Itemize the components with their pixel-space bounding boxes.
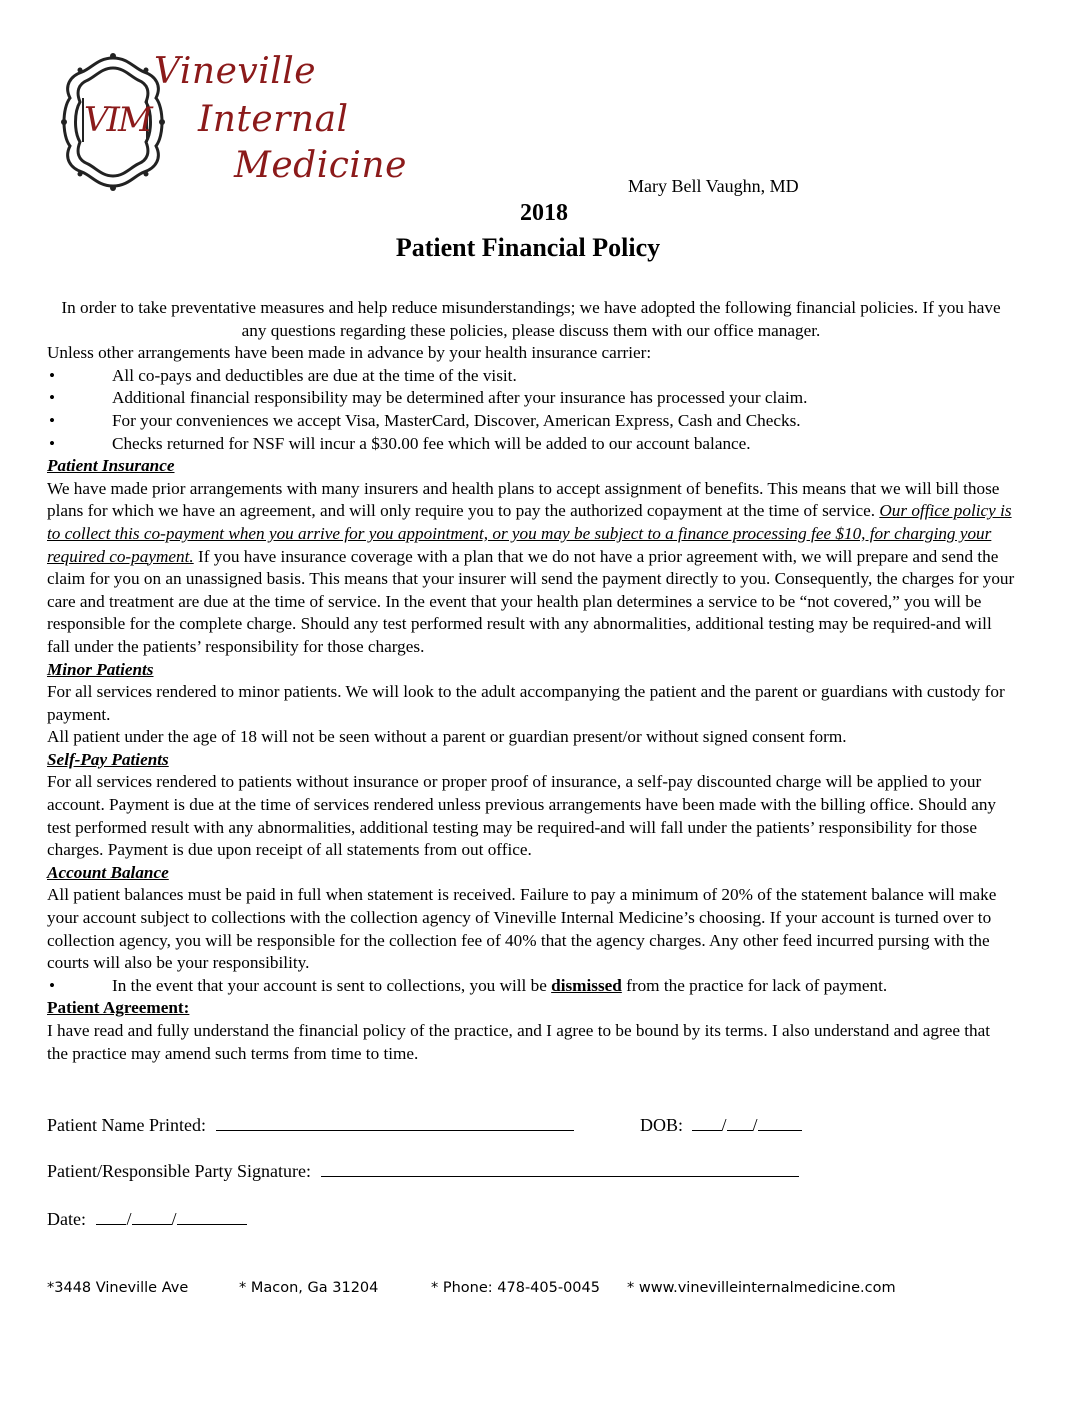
- insurance-text-2: If you have insurance coverage with a plan that we do not have a prior agreement with, we will prepare and send the claim for you on an unassigned basis. This means that your insurer will send the payment directly to you. Consequently, the charges for your care and treatment are due at the time of service. In the event that your health plan determines a service to be “not covered,” you will be responsible for the complete charge. Should any test performed result with any abnormalities, additional testing may be required-and will fall under the patients’ responsibility for those charges.: [47, 546, 1015, 656]
- dismissed-word: dismissed: [551, 975, 622, 995]
- dob-row: DOB: / /: [640, 1114, 802, 1136]
- patient-name-field[interactable]: [216, 1114, 574, 1131]
- date-year-field[interactable]: [177, 1208, 247, 1225]
- minor-paragraph-1: For all services rendered to minor patients. We will look to the adult accompanying the patient and the parent or guardians with custody for payment.: [47, 682, 1005, 724]
- footer-city: * Macon, Ga 31204: [239, 1280, 379, 1296]
- intro-arrangements: Unless other arrangements have been made in advance by your health insurance carrier:: [47, 343, 652, 363]
- selfpay-paragraph: For all services rendered to patients without insurance or proper proof of insurance, a self-pay discounted charge will be applied to your account. Payment is due at the time of services rendered unless previous arrangements have been made with the billing office. Should any test performed result with any abnormalities, additional testing may be required-and will fall under the patients’ responsibility for those charges. Payment is due upon receipt of all statements from out office.: [47, 772, 997, 860]
- dob-month-field[interactable]: [692, 1114, 722, 1131]
- signature-label: Patient/Responsible Party Signature:: [47, 1161, 311, 1181]
- footer-address: *3448 Vineville Ave: [47, 1280, 189, 1296]
- section-heading-insurance: Patient Insurance: [47, 456, 175, 476]
- dob-year-field[interactable]: [758, 1114, 802, 1131]
- date-row: Date: / /: [47, 1208, 247, 1230]
- doctor-name: Mary Bell Vaughn, MD: [628, 176, 799, 196]
- logo-line-internal: Internal: [198, 99, 349, 140]
- signature-row: [47, 1160, 799, 1182]
- balance-bullet: [47, 975, 1015, 998]
- logo-line-vineville: Vineville: [154, 51, 317, 92]
- logo-monogram: VIM: [84, 100, 151, 140]
- patient-name-row: [47, 1114, 574, 1136]
- section-heading-balance: Account Balance: [47, 862, 169, 882]
- signature-field[interactable]: [321, 1160, 799, 1177]
- policy-year: 2018: [520, 200, 568, 226]
- balance-bullet-post: from the practice for lack of payment.: [621, 975, 888, 995]
- insurance-text-1: We have made prior arrangements with many insurers and health plans to accept assignment of benefits. This means that we will bill those plans for which we have an agreement, and will only require you to pay the authorized copayment at the time of service.: [47, 478, 1000, 521]
- footer-phone: * Phone: 478-405-0045: [431, 1280, 600, 1296]
- balance-paragraph: All patient balances must be paid in full when statement is received. Failure to pay a minimum of 20% of the statement balance will make your account subject to collections with the collection agency of Vineville Internal Medicine’s choosing. If your account is turned over to collection agency, you will be responsible for the collection fee of 40% that the agency charges. Any other feed incurred pursing with the courts will also be your responsibility.: [47, 885, 997, 973]
- bullet-item: • Additional financial responsibility may be determined after your insurance has processed your claim.: [47, 387, 1015, 410]
- balance-bullet-pre: In the event that your account is sent to collections, you will be: [112, 975, 552, 995]
- minor-paragraph-2: All patient under the age of 18 will not be seen without a parent or guardian present/or without signed consent form.: [47, 727, 847, 747]
- insurance-paragraph: [47, 478, 1015, 659]
- section-heading-selfpay: Self-Pay Patients: [47, 749, 169, 769]
- policy-body: [47, 297, 1015, 1065]
- dob-day-field[interactable]: [727, 1114, 753, 1131]
- insurance-copay-policy: Our office policy is to collect this co-payment when you arrive for you appointment, or you may be subject to a finance processing fee $10, for charging your required co-payment.: [47, 501, 1012, 566]
- bullet-item: • For your conveniences we accept Visa, MasterCard, Discover, American Express, Cash and Checks.: [47, 410, 1015, 433]
- section-heading-agreement: Patient Agreement:: [47, 998, 190, 1018]
- practice-logo: [58, 51, 407, 192]
- intro-paragraph: In order to take preventative measures and help reduce misunderstandings; we have adopted the following financial policies. If you have any questions regarding these policies, please discuss them with our office manager.: [61, 298, 1001, 340]
- date-label: Date:: [47, 1209, 86, 1229]
- patient-name-label: Patient Name Printed:: [47, 1115, 206, 1135]
- footer-website[interactable]: * www.vinevilleinternalmedicine.com: [627, 1280, 896, 1296]
- bullet-item: • Checks returned for NSF will incur a $30.00 fee which will be added to our account balance.: [47, 433, 1015, 456]
- bullet-item: • All co-pays and deductibles are due at the time of the visit.: [47, 365, 1015, 388]
- logo-line-medicine: Medicine: [234, 145, 407, 186]
- date-day-field[interactable]: [132, 1208, 172, 1225]
- dob-label: DOB:: [640, 1115, 684, 1135]
- date-month-field[interactable]: [96, 1208, 126, 1225]
- agreement-paragraph: I have read and fully understand the financial policy of the practice, and I agree to be bound by its terms. I also understand and agree that the practice may amend such terms from time to time.: [47, 1021, 991, 1063]
- section-heading-minor: Minor Patients: [47, 659, 154, 679]
- page-title: Patient Financial Policy: [395, 233, 661, 262]
